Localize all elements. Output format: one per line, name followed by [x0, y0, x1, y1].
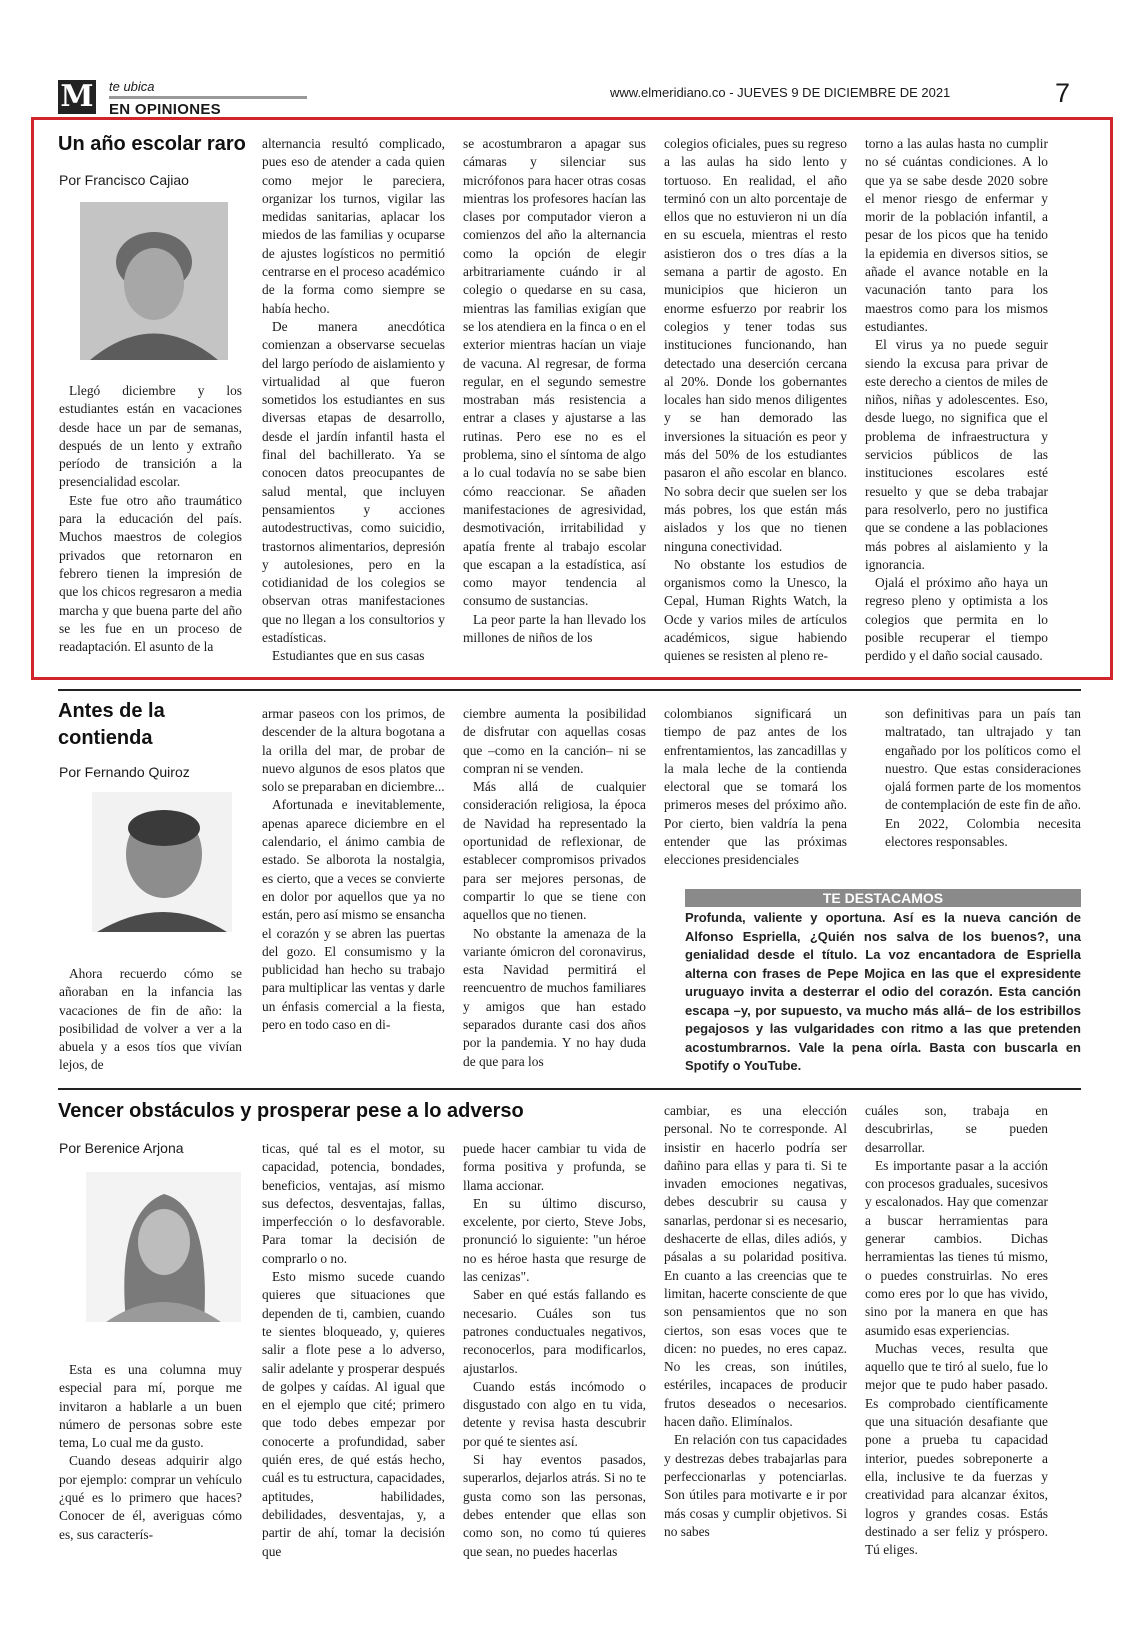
article-column — [59, 1361, 242, 1601]
article-column — [59, 382, 242, 658]
paragraph: No obstante los estudios de organismos como la Unesco, la Cepal, Human Rights Watch, la Ocde y varios miles de artículos académicos, sigue habiendo quienes se resisten al pleno re- — [664, 556, 847, 664]
page-number: 7 — [1055, 78, 1071, 108]
paragraph: Llegó diciembre y los estudiantes están en vacaciones desde hace un par de semanas, después de un lento y extraño período de transición a la presencialidad escolar. — [59, 383, 242, 490]
paragraph: Si hay eventos pasados, superarlos, dejarlos atrás. Si no te gusta como son las personas, debes entender que ellas son como son, no como tú quieres que sean, no puedes hacerlas — [463, 1452, 646, 1559]
article-column — [463, 1140, 646, 1601]
paragraph: Esto mismo sucede cuando quieres que situaciones que dependen de ti, cambien, cuando te sientes bloqueado, y, quieres salir a flote pese a lo adverso, salir adelante y prosperar después de golpes y caídas. Al igual que en el ejemplo que cité; primero que todo debes empezar por conocerte a profundidad, saber quién eres, de qué estás hecho, cuál es tu estructura, capacidades, aptitudes, habilidades, debilidades, desventajas, y, a partir de ahí, tomar la decisión que — [262, 1269, 445, 1559]
paragraph: cuáles son, trabaja en descubrirlas, se pueden desarrollar. — [865, 1103, 1048, 1155]
paragraph: puede hacer cambiar tu vida de forma positiva y profunda, se llama accionar. — [463, 1141, 646, 1193]
section-title: EN OPINIONES — [109, 101, 221, 118]
section-divider — [58, 1088, 1081, 1090]
paragraph: Afortunada e inevitablemente, apenas aparece diciembre en el calendario, el ánimo cambia de estado. Se alborota la nostalgia, es cierto, que a veces se convierte en dolor por aquellos que ya no están, pero así mismo se ensancha el corazón y se abren las puertas del gozo. El consumismo y la publicidad han hecho su trabajo para multiplicar las ventas y darle un énfasis comercial a la fiesta, pero en todo caso en di- — [262, 797, 445, 1033]
article-column — [463, 705, 646, 1069]
paragraph: Ojalá el próximo año haya un regreso pleno y optimista a los colegios que permita en lo posible recuperar el tiempo perdido y el daño social causado. — [865, 575, 1048, 664]
paragraph: armar paseos con los primos, de descender de la altura bogotana a la orilla del mar, de probar de nuevo algunos de esos platos que solo se preparaban en diciembre... — [262, 706, 445, 795]
paragraph: Este fue otro año traumático para la educación del país. Muchos maestros de colegios privados que retornaron en febrero tienen la impresión de que los chicos regresaron a media marcha y que buena parte del año se les fue en un proceso de readaptación. El asunto de la — [59, 492, 242, 655]
header-rule — [109, 96, 307, 99]
paragraph: Estudiantes que en sus casas — [272, 648, 425, 664]
paragraph: alternancia resultó complicado, pues eso de atender a cada quien como mejor le pareciera, organizar los turnos, vigilar las medidas sanitarias, aplacar los miedos de las familias y ocuparse de ajustes logísticos no permitió centrarse en el proceso académico de la forma como siempre se había hecho. — [262, 136, 445, 316]
paragraph: ticas, qué tal es el motor, su capacidad, potencia, bondades, beneficios, ventajas, así mismo sus defectos, desventajas, fallas, imperfección o lo desfavorable. Para tomar la decisión de comprarlo o no. — [262, 1141, 445, 1266]
paragraph: De manera anecdótica comienzan a observarse secuelas del largo período de aislamiento y virtualidad al que fueron sometidos los estudiantes en sus diversas etapas de desarrollo, desde el jardín infantil hasta el final del bachillerato. Ya se conocen datos preocupantes de salud mental, que incluyen pensamientos y acciones autodestructivas, como suicidio, trastornos alimentarios, depresión y autolesiones, pero en la cotidianidad de los colegios se observan otras manifestaciones que no llegan a los consultorios y estadísticas. — [262, 318, 445, 646]
article-column — [885, 705, 1081, 875]
paragraph: En relación con tus capacidades y destrezas debes trabajarlas para perfeccionarlas y potenciarlas. Son útiles para motivarte e ir por más cosas y cumplir objetivos. Si no sabes — [664, 1432, 847, 1539]
article-column — [262, 1140, 445, 1601]
article-column — [664, 1102, 847, 1601]
highlight-box-title: TE DESTACAMOS — [685, 889, 1081, 907]
paragraph: cambiar, es una elección personal. No te corresponde. Al insistir en hacerlo podría ser dañino para ellas y para ti. Si te invaden emociones negativas, debes descubrir su causa y sanarlas, perdonar si es necesario, deshacerte de ellas, diles adiós, y pásalas a su polaridad positiva. En cuanto a las creencias que te limitan, hacerte consciente de que son pensamientos que no son ciertos, son esas voces que te dicen: no puedes, no eres capaz. No les creas, son inútiles, estériles, incapaces de producir frutos deseados o necesarios. hacen daño. Elimínalos. — [664, 1103, 847, 1430]
newspaper-logo: M — [58, 80, 96, 114]
author-portrait-image — [86, 1172, 241, 1322]
article-byline: Por Francisco Cajiao — [59, 172, 189, 188]
paragraph: Ahora recuerdo cómo se añoraban en la infancia las vacaciones de fin de año: la posibilidad de volver a ver a la abuela y a esos tíos que vivían lejos, de — [59, 966, 242, 1073]
paragraph: son definitivas para un país tan maltratado, tan ultrajado y tan engañado por los políticos como el nuestro. Que estas consideraciones ojalá formen parte de los momentos de contemplación de este fin de año. En 2022, Colombia necesita electores responsables. — [885, 706, 1081, 850]
highlight-box-text: Profunda, valiente y oportuna. Así es la nueva canción de Alfonso Espriella, ¿Quién nos salva de los buenos?, una genialidad desde el título. La voz encantadora de Espriella alterna con frases de Pepe Mojica en las que el expresidente uruguayo invita a desterrar el odio del corazón. Esta canción escapa –y, por supuesto, va mucho más allá– de los estribillos pegajosos y las vulgaridades con ritmo a las que pretenden acostumbrarnos. Vale la pena oírla. Basta con buscarla en Spotify o YouTube. — [685, 910, 1081, 1073]
article-title: Un año escolar raro — [58, 133, 246, 155]
paragraph: El virus ya no puede seguir siendo la excusa para privar de este derecho a cientos de miles de niños, niñas y adolescentes. Eso, desde luego, no significa que el problema de infraestructura y servicios públicos de las instituciones escolares esté resuelto y que se deba trabajar para resolverlo, pero no justifica que se condene a las poblaciones más pobres al aislamiento y la ignorancia. — [865, 337, 1048, 572]
paragraph: Es importante pasar a la acción con procesos graduales, sucesivos y escalonados. Hay que comenzar a buscar herramientas para generar cambios. Dichas herramientas las tienes tú mismo, o puedes construirlas. No eres como eres por lo que has vivido, sino por la manera en que has asumido esas experiencias. — [865, 1157, 1048, 1338]
article-column — [59, 965, 242, 1073]
paragraph: torno a las aulas hasta no cumplir no sé cuántas condiciones. A lo que ya se sabe desde 2020 sobre el menor riesgo de enfermar y morir de la población infantil, a pesar de los picos que ha tenido la epidemia en diversos sitios, se añade el avance notable en la vacunación tanto para los maestros como para los mismos estudiantes. — [865, 136, 1048, 334]
paragraph: colegios oficiales, pues su regreso a las aulas ha sido lento y tortuoso. En realidad, el año terminó con un alto porcentaje de ellos que no estuvieron ni un día en su escuela, mientras el resto asistieron dos o tres días a la semana a partir de agosto. En municipios que hicieron un enorme esfuerzo por reabrir los colegios y tener todas sus instituciones funcionando, han detectado una deserción cercana al 20%. Donde los gobernantes locales han sido menos diligentes y se han demorado las inversiones la situación es peor y más del 50% de los estudiantes pasaron el año escolar en blanco. No sobra decir que suelen ser los más pobres, los que están más aislados y los que no tienen ninguna conectividad. — [664, 136, 847, 554]
paragraph: La peor parte la han llevado los millones de niños de los — [463, 611, 646, 646]
paragraph: Cuando deseas adquirir algo por ejemplo: comprar un vehículo ¿qué es lo primero que haces? Conocer de él, averiguas cómo es, sus caracterís- — [59, 1453, 242, 1542]
paragraph: Saber en qué estás fallando es necesario. Cuáles son tus patrones conductuales negativos, reconocerlos, para modificarlos, ajustarlos. — [463, 1287, 646, 1376]
header-tagline: te ubica — [109, 79, 155, 94]
section-divider — [58, 689, 1081, 691]
article-title: Vencer obstáculos y prosperar pese a lo adverso — [58, 1100, 524, 1122]
article-column — [865, 1102, 1048, 1601]
author-portrait-image — [92, 792, 232, 932]
author-photo — [92, 792, 232, 932]
author-photo — [86, 1172, 241, 1322]
article-column — [664, 135, 847, 664]
article-column — [865, 135, 1048, 664]
article-column — [262, 705, 445, 1057]
dateline: www.elmeridiano.co - JUEVES 9 DE DICIEMBRE DE 2021 — [610, 85, 951, 100]
paragraph: Muchas veces, resulta que aquello que te tiró al suelo, fue lo mejor que te pudo haber pasado. Es comprobado científicamente que una situación desafiante que pone a prueba tu capacidad interior, puedes sobreponerte a ella, inclusive te da fuerzas y creatividad para alcanzar éxitos, logros y grandes cosas. Estás destinado a ser feliz y próspero. Tú eliges. — [865, 1340, 1048, 1558]
paragraph: Cuando estás incómodo o disgustado con algo en tu vida, detente y revisa hasta descubrir por qué te sientes así. — [463, 1378, 646, 1449]
paragraph: se acostumbraron a apagar sus cámaras y silenciar sus micrófonos para hacer otras cosas mientras los profesores hacían las clases por computador vieron a comienzos del año la alternancia como la opción de elegir arbitrariamente cuándo ir al colegio o quedarse en su casa, mientras las familias exigían que se los atendiera en la finca o en el exterior mientras hacían un viaje de vacuna. Al regresar, de forma regular, en el segundo semestre mostraban más resistencia a entrar a clases y ajustarse a las rutinas. Pero ese no es el problema, sino el síntoma de algo a lo cual todavía no se sabe bien cómo reaccionar. Se añaden manifestaciones de agresividad, desmotivación, irritabilidad y apatía frente al trabajo escolar que escapan a la estadística, así como mayor tendencia al consumo de sustancias. — [463, 136, 646, 609]
paragraph: Esta es una columna muy especial para mí, porque me invitaron a hablarle a un buen número de personas sobre este tema, Lo cual me da gusto. — [59, 1362, 242, 1451]
article-title: Antes de la contienda — [58, 700, 165, 749]
article-column — [262, 135, 445, 664]
paragraph: ciembre aumenta la posibilidad de disfrutar con aquellas cosas que –como en la canción– ni se compran ni se venden. — [463, 706, 646, 776]
article-column — [463, 135, 646, 658]
paragraph: No obstante la amenaza de la variante ómicron del coronavirus, esta Navidad permitirá el reencuentro de muchos familiares y amigos que han estado separados durante casi dos años por la pandemia. Y no hay duda de que para los — [463, 925, 646, 1069]
paragraph: En su último discurso, excelente, por cierto, Steve Jobs, pronunció lo siguiente: "un héroe no es héroe hasta que resurge de las cenizas". — [463, 1195, 646, 1285]
author-portrait-image — [80, 202, 228, 360]
author-photo — [80, 202, 228, 360]
article-byline: Por Berenice Arjona — [59, 1140, 184, 1156]
article-byline: Por Fernando Quiroz — [59, 764, 190, 780]
paragraph: Más allá de cualquier consideración religiosa, la época de Navidad ha representado la oportunidad de reflexionar, de establecer compromisos privados para ser mejores personas, de compartir lo que se tiene con aquellos que no tienen. — [463, 779, 646, 923]
paragraph: colombianos significará un tiempo de paz antes de los enfrentamientos, las zancadillas y la mala leche de la contienda electoral que se tomará los primeros meses del próximo año. Por cierto, bien valdría la pena entender que las próximas elecciones presidenciales — [664, 706, 847, 868]
article-column — [664, 705, 847, 875]
